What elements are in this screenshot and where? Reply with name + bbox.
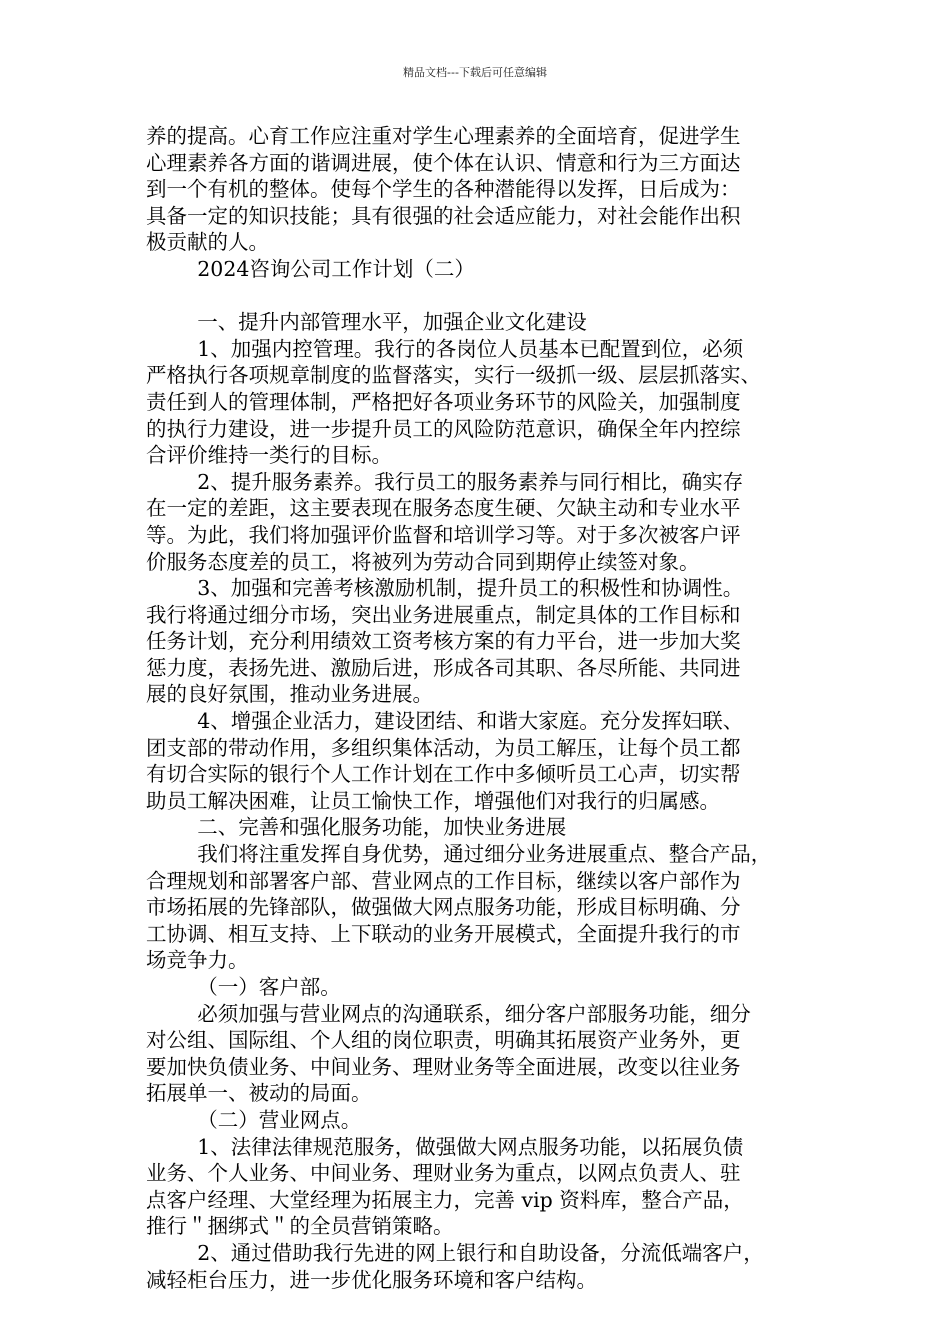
text-line: 要加快负债业务、中间业务、理财业务等全面进展，改变以往业务 xyxy=(146,1054,741,1079)
text-line: 养的提高。心育工作应注重对学生心理素养的全面培育，促进学生 xyxy=(146,124,741,148)
text-line: 推行＂捆绑式＂的全员营销策略。 xyxy=(146,1214,454,1239)
text-line: 一、提升内部管理水平，加强企业文化建设 xyxy=(197,310,587,335)
text-line: 到一个有机的整体。使每个学生的各种潜能得以发挥，日后成为： xyxy=(146,177,741,202)
text-line: 拓展单一、被动的局面。 xyxy=(146,1081,372,1106)
text-line: 助员工解决困难，让员工愉快工作，增强他们对我行的归属感。 xyxy=(146,788,720,813)
text-line: （一）客户部。 xyxy=(197,975,341,999)
text-line: 的执行力建设，进一步提升员工的风险防范意识，确保全年内控综 xyxy=(146,416,741,441)
document-body xyxy=(146,123,814,1293)
text-line: 团支部的带动作用，多组织集体活动，为员工解压，让每个员工都 xyxy=(146,735,741,760)
text-line: 点客户经理、大堂经理为拓展主力，完善 vip 资料库，整合产品， xyxy=(146,1187,744,1212)
text-line: 价服务态度差的员工，将被列为劳动合同到期停止续签对象。 xyxy=(146,549,700,574)
text-line: 业务、个人业务、中间业务、理财业务为重点，以网点负责人、驻 xyxy=(146,1161,741,1186)
text-line: 1、加强内控管理。我行的各岗位人员基本已配置到位，必须 xyxy=(197,336,744,361)
text-line: 4、增强企业活力，建设团结、和谐大家庭。充分发挥妇联、 xyxy=(197,709,744,734)
text-line: 合评价维持一类行的目标。 xyxy=(146,443,392,468)
text-line: 对公组、国际组、个人组的岗位职责，明确其拓展资产业务外，更 xyxy=(146,1028,741,1053)
text-line: 惩力度，表扬先进、激励后进，形成各司其职、各尽所能、共同进 xyxy=(146,655,741,680)
page-header: 精品文档---下载后可任意编辑 xyxy=(403,66,547,79)
text-line: 减轻柜台压力，进一步优化服务环境和客户结构。 xyxy=(146,1267,597,1292)
text-line: 心理素养各方面的谐调进展，使个体在认识、情意和行为三方面达 xyxy=(146,150,741,175)
text-line: 我行将通过细分市场，突出业务进展重点，制定具体的工作目标和 xyxy=(146,602,741,627)
text-line: 任务计划，充分利用绩效工资考核方案的有力平台，进一步加大奖 xyxy=(146,629,741,654)
text-line: 具备一定的知识技能；具有很强的社会适应能力，对社会能作出积 xyxy=(146,203,741,228)
text-line: 合理规划和部署客户部、营业网点的工作目标，继续以客户部作为 xyxy=(146,868,741,893)
text-line: 场竞争力。 xyxy=(146,948,249,973)
text-line: 2、提升服务素养。我行员工的服务素养与同行相比，确实存 xyxy=(197,469,744,494)
text-line: 1、法律法律规范服务，做强做大网点服务功能，以拓展负债 xyxy=(197,1134,744,1159)
text-line: 工协调、相互支持、上下联动的业务开展模式，全面提升我行的市 xyxy=(146,921,741,946)
blank-line xyxy=(146,283,814,310)
text-line: 严格执行各项规章制度的监督落实，实行一级抓一级、层层抓落实、 xyxy=(146,363,761,388)
text-line: 二、完善和强化服务功能，加快业务进展 xyxy=(197,815,567,840)
text-line: 等。为此，我们将加强评价监督和培训学习等。对于多次被客户评 xyxy=(146,522,741,547)
text-line: 责任到人的管理体制，严格把好各项业务环节的风险关，加强制度 xyxy=(146,389,741,414)
text-line: 有切合实际的银行个人工作计划在工作中多倾听员工心声，切实帮 xyxy=(146,762,741,787)
text-line: 展的良好氛围，推动业务进展。 xyxy=(146,682,433,707)
text-line: （二）营业网点。 xyxy=(197,1107,362,1132)
text-line: 市场拓展的先锋部队，做强做大网点服务功能，形成目标明确、分 xyxy=(146,895,741,920)
text-line: 必须加强与营业网点的沟通联系，细分客户部服务功能，细分 xyxy=(197,1001,751,1026)
text-line: 2024咨询公司工作计划（二） xyxy=(197,256,475,281)
text-line: 极贡献的人。 xyxy=(146,230,269,255)
text-line: 我们将注重发挥自身优势，通过细分业务进展重点、整合产品， xyxy=(197,842,772,867)
text-line: 2、通过借助我行先进的网上银行和自助设备，分流低端客户， xyxy=(197,1240,764,1265)
text-line: 3、加强和完善考核激励机制，提升员工的积极性和协调性。 xyxy=(197,576,744,601)
text-line: 在一定的差距，这主要表现在服务态度生硬、欠缺主动和专业水平 xyxy=(146,496,741,521)
